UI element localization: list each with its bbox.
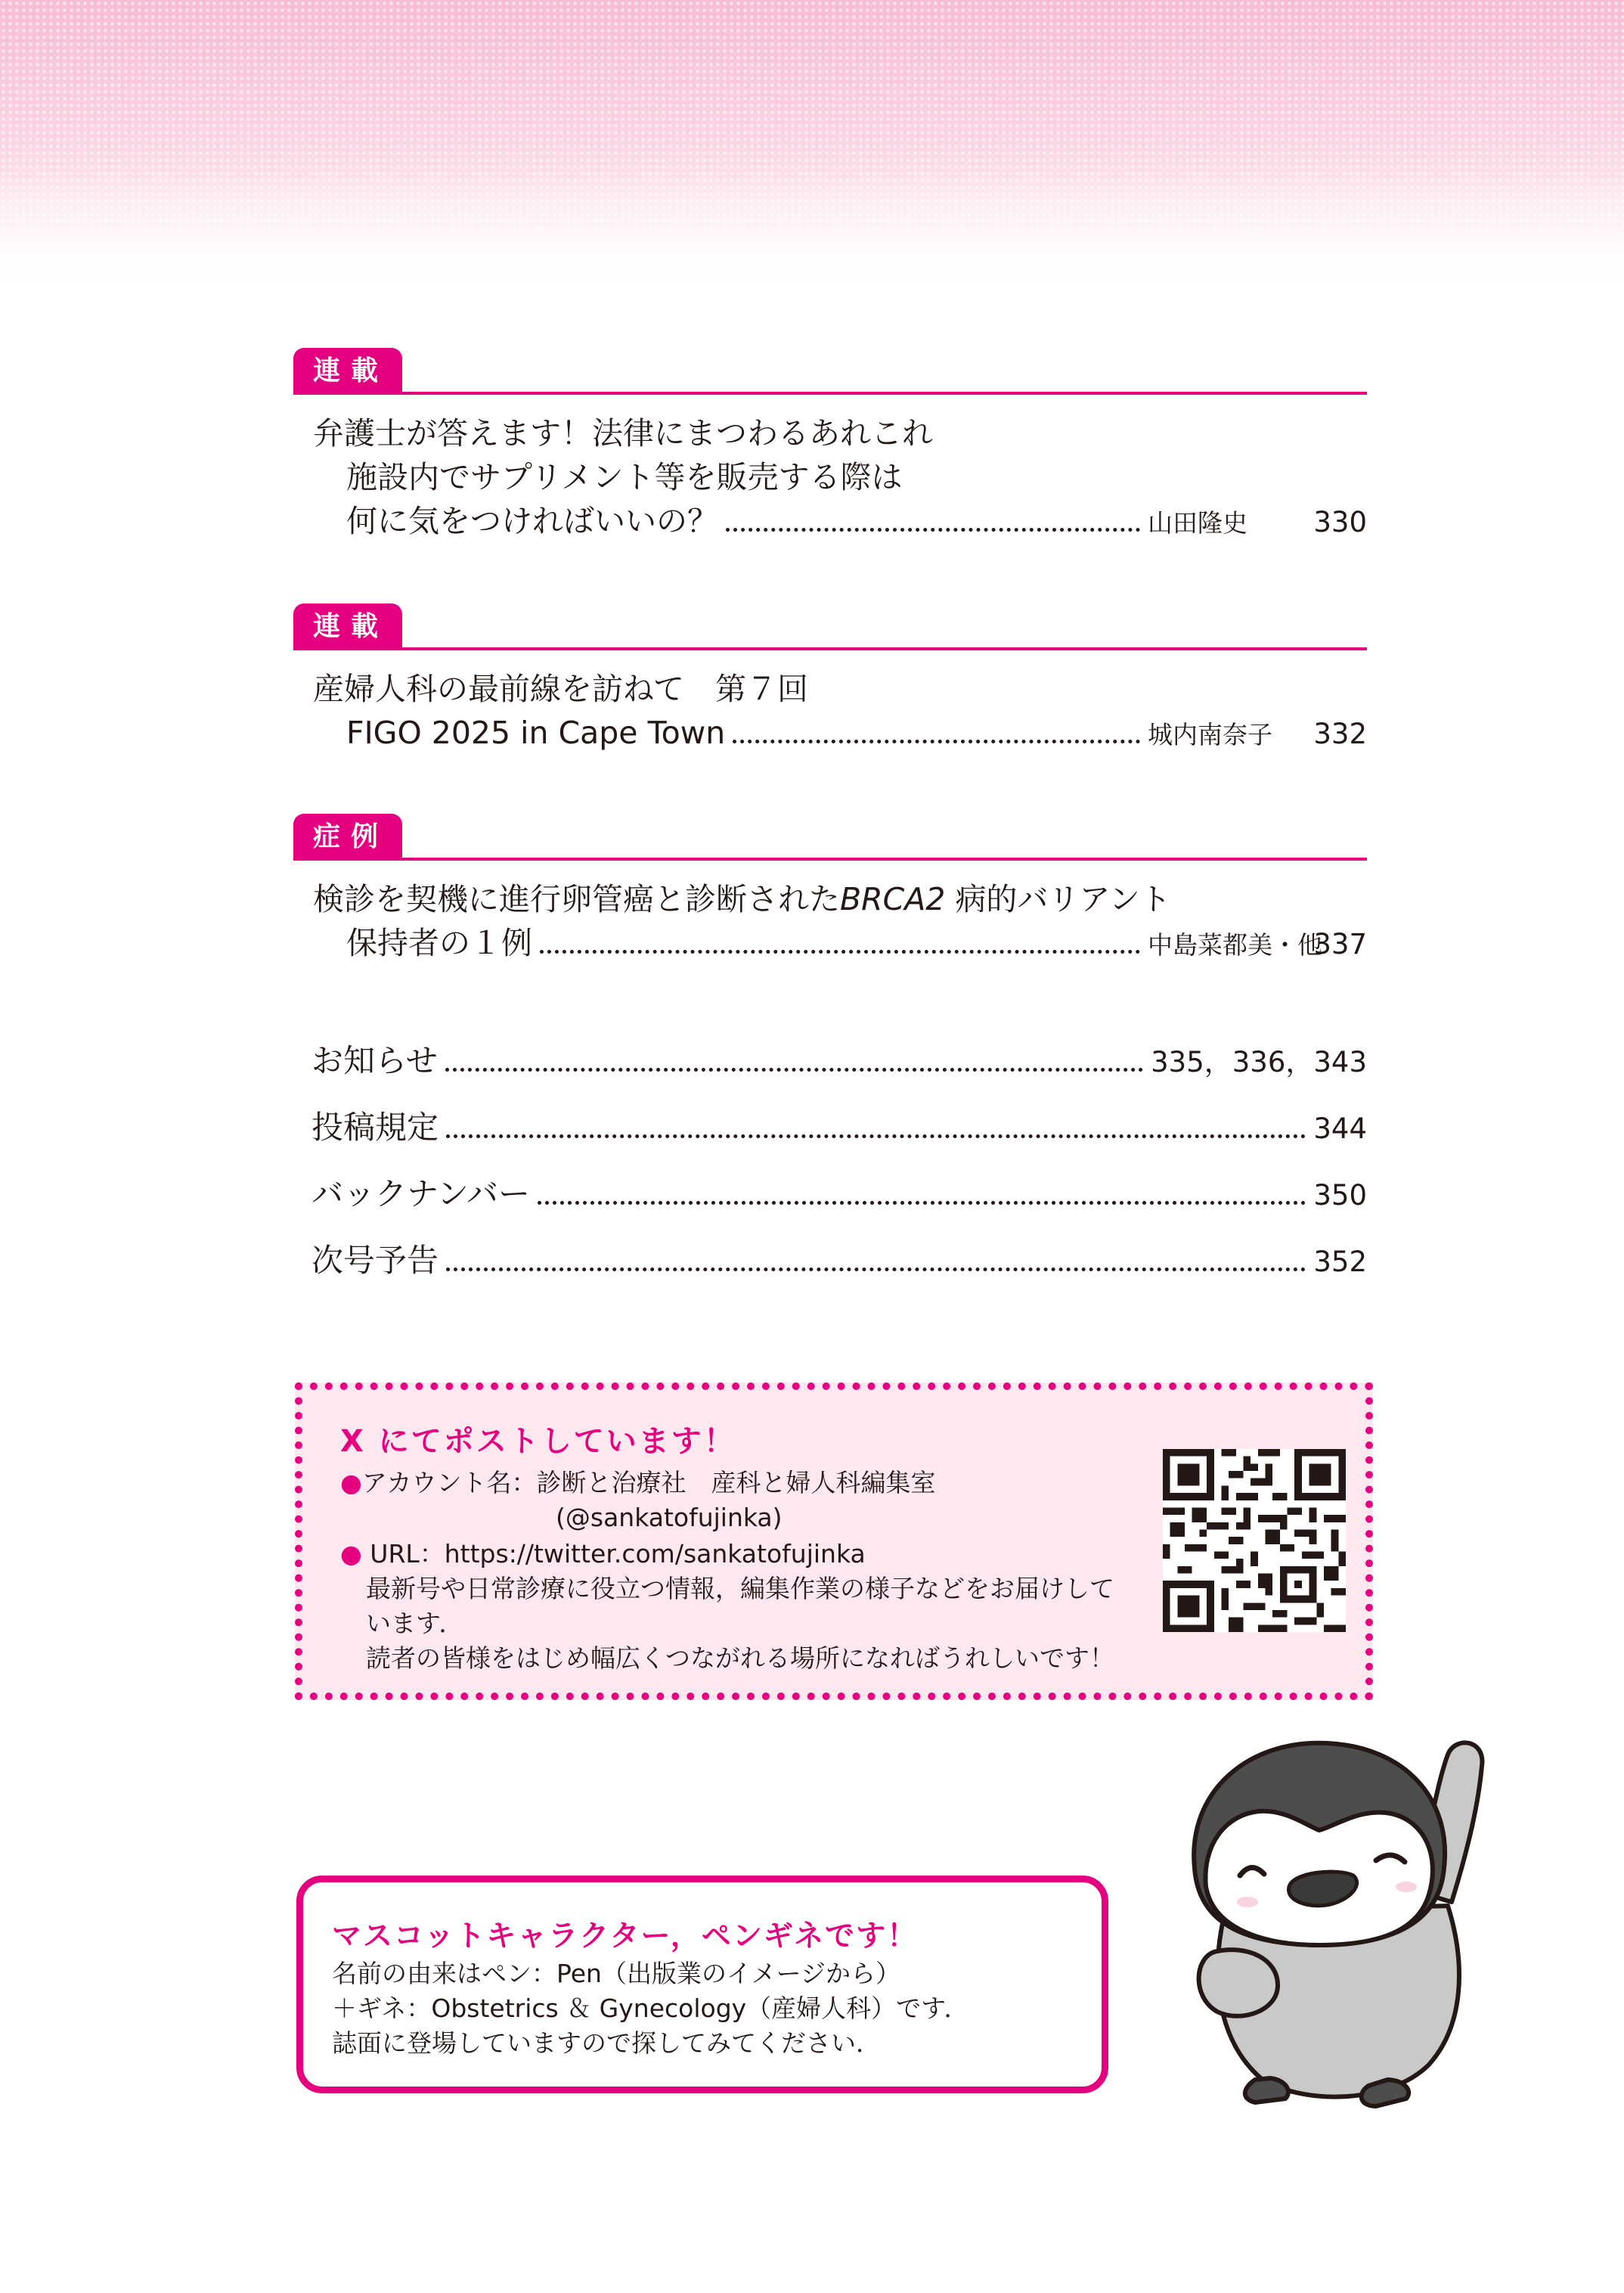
toc-entry-title[interactable] xyxy=(313,877,1367,921)
bullet-icon: ● xyxy=(340,1539,362,1568)
mascot-text-line: 誌面に登場していますので探してみてください． xyxy=(332,2028,881,2058)
toc-entry-line[interactable] xyxy=(313,921,1367,967)
section-rule xyxy=(293,858,1367,861)
toc-entry-title[interactable] xyxy=(313,667,1367,711)
dot-leader xyxy=(446,1134,1306,1138)
misc-label: 次号予告 xyxy=(311,1242,439,1279)
entry-page: 330 xyxy=(1313,506,1367,538)
section-tab: 連載 xyxy=(293,604,402,647)
gene-name: BRCA2 xyxy=(840,881,946,917)
x-desc-line: 読者の皆様をはじめ幅広くつながれる場所になればうれしいです！ xyxy=(366,1643,1114,1673)
x-info-box xyxy=(295,1382,1373,1700)
penguin-mascot-icon xyxy=(1164,1724,1497,2118)
entry-author: 中島菜都美・他 xyxy=(1148,930,1322,960)
toc-section-serial-1 xyxy=(293,348,1367,545)
mascot-info-box xyxy=(296,1876,1108,2093)
x-box-title: X にてポストしています！ xyxy=(340,1424,736,1459)
misc-label: お知らせ xyxy=(311,1042,438,1079)
toc-misc-entry[interactable] xyxy=(311,1162,1367,1228)
url-line[interactable] xyxy=(340,1537,866,1572)
dot-leader xyxy=(540,950,1140,954)
x-desc-line: います． xyxy=(366,1609,464,1638)
entry-title: 検診を契機に進行卵管癌と診断されたBRCA2 病的バリアント xyxy=(313,881,1171,917)
mascot-text-line: ＋ギネ：Obstetrics ＆ Gynecology（産婦人科）です． xyxy=(332,1994,969,2023)
toc-misc-entry[interactable] xyxy=(311,1029,1367,1095)
section-tab: 症例 xyxy=(293,814,402,858)
entry-title: 何に気をつければいいの？ xyxy=(346,503,718,539)
entry-page: 337 xyxy=(1313,928,1367,960)
account-label: アカウント名：診断と治療社 産科と婦人科編集室 xyxy=(361,1468,936,1497)
entry-page: 332 xyxy=(1313,718,1367,750)
mascot-title: マスコットキャラクター，ペンギネです！ xyxy=(332,1919,919,1953)
entry-title: 施設内でサプリメント等を販売する際は xyxy=(346,459,903,495)
toc-entry-line[interactable] xyxy=(313,455,1367,499)
account-handle: (@sankatofujinka) xyxy=(556,1503,783,1532)
toc-misc-entry[interactable] xyxy=(311,1228,1367,1295)
section-tab: 連載 xyxy=(293,348,402,392)
qr-code-icon[interactable] xyxy=(1163,1449,1346,1632)
dot-leader xyxy=(726,528,1140,532)
entry-series: 弁護士が答えます！法律にまつわるあれこれ xyxy=(313,415,933,451)
header-pink-band xyxy=(0,0,1624,295)
toc-misc-list xyxy=(311,1029,1367,1295)
toc-entry-line[interactable] xyxy=(313,499,1367,545)
misc-page: 352 xyxy=(1313,1246,1367,1278)
entry-author: 山田隆史 xyxy=(1148,508,1247,538)
misc-page: 350 xyxy=(1313,1179,1367,1212)
entry-title: 保持者の１例 xyxy=(346,925,532,961)
toc-section-case xyxy=(293,814,1367,967)
toc-entry-title[interactable] xyxy=(313,411,1367,455)
dot-leader xyxy=(445,1068,1143,1072)
misc-page: 335，336，343 xyxy=(1151,1046,1367,1078)
misc-label: バックナンバー xyxy=(311,1175,530,1212)
entry-series: 産婦人科の最前線を訪ねて 第７回 xyxy=(313,671,808,707)
toc-section-serial-2 xyxy=(293,604,1367,757)
entry-author: 城内南奈子 xyxy=(1148,720,1272,749)
section-rule xyxy=(293,392,1367,395)
toc-entry-line[interactable] xyxy=(313,711,1367,757)
x-desc-line: 最新号や日常診療に役立つ情報，編集作業の様子などをお届けして xyxy=(366,1574,1114,1603)
section-rule xyxy=(293,647,1367,650)
misc-page: 344 xyxy=(1313,1112,1367,1145)
bullet-icon: ● xyxy=(340,1468,362,1497)
misc-label: 投稿規定 xyxy=(311,1109,439,1146)
entry-title: FIGO 2025 in Cape Town xyxy=(346,715,726,751)
toc-misc-entry[interactable] xyxy=(311,1095,1367,1162)
dot-leader xyxy=(446,1268,1306,1271)
account-line xyxy=(340,1466,935,1500)
dot-leader xyxy=(733,740,1140,743)
mascot-text-line: 名前の由来はペン：Pen（出版業のイメージから） xyxy=(332,1959,900,1988)
url-text[interactable]: URL：https://twitter.com/sankatofujinka xyxy=(361,1539,866,1568)
dot-leader xyxy=(538,1201,1306,1205)
